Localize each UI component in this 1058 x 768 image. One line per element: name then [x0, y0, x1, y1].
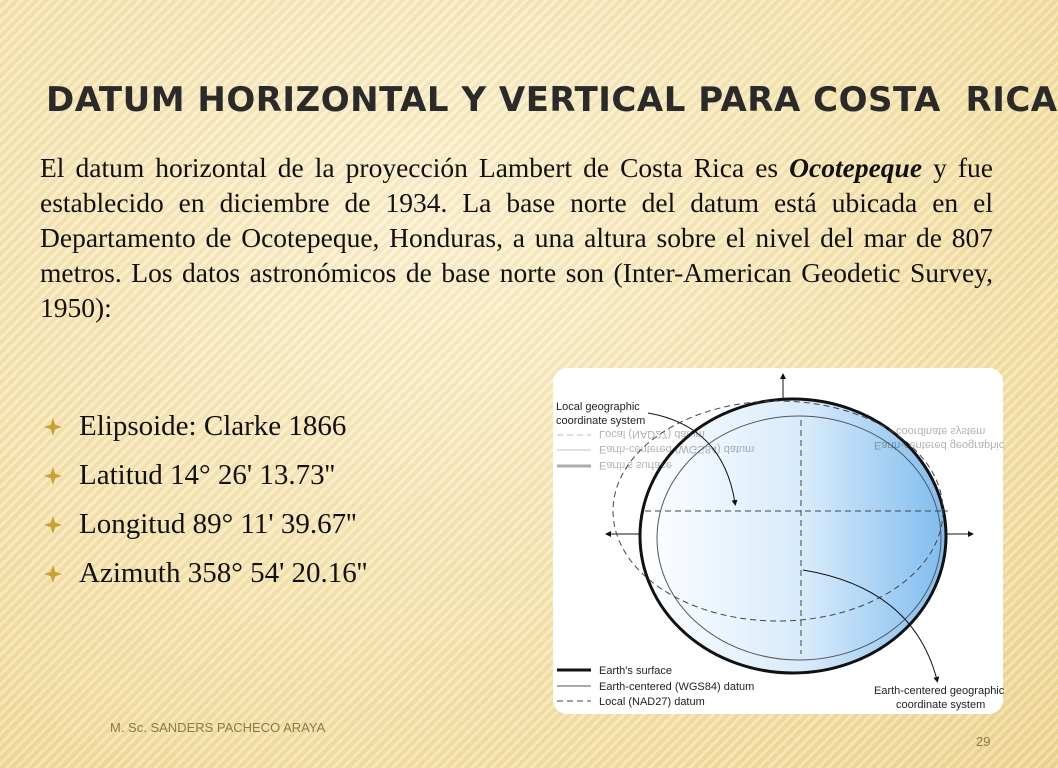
slide-title: DATUM HORIZONTAL Y VERTICAL PARA COSTA RICA: [46, 80, 1058, 120]
earth-system-label-line2: coordinate system: [896, 699, 986, 711]
diamond-bullet-icon: [43, 417, 63, 437]
list-item: [40, 549, 367, 598]
body-paragraph: [40, 150, 993, 325]
datum-parameters-list: [40, 402, 367, 598]
page-number: 29: [976, 734, 991, 749]
earth-system-label-line1: Earth-centered geographic: [874, 685, 1005, 697]
list-item-text: Azimuth 358° 54' 20.16'': [79, 557, 368, 589]
reflection-earth-label-1: Earth-centered geographic: [874, 439, 1005, 451]
legend-nad27-label: Local (NAD27) datum: [599, 696, 705, 708]
legend-surface-label: Earth's surface: [599, 665, 673, 677]
reflection-legend-wgs84: Earth-centered (WGS84) datum: [599, 443, 755, 455]
local-system-label-line1: Local geographic: [556, 401, 640, 413]
diamond-bullet-icon: [43, 466, 63, 486]
reflection-legend-surface: Earth's surface: [599, 459, 673, 471]
reflection-legend-nad27: Local (NAD27) datum: [599, 428, 705, 440]
list-item: [40, 500, 367, 549]
list-item: [40, 451, 367, 500]
reflection-earth-label-2: coordinate system: [896, 425, 986, 437]
diagram-reflection: [553, 425, 1005, 768]
list-item-text: Latitud 14° 26' 13.73'': [79, 459, 336, 491]
paragraph-end: y fue establecido en diciembre de 1934. La base norte del datum está ubicada en el Departamento de Ocotepeque, Honduras, a una altura sobre el nivel del mar de 807 metros. Los datos astronómicos de base norte son (Inter-American Geodetic Survey, 1950):: [40, 152, 993, 323]
paragraph-emphasis: Ocotepeque: [789, 152, 923, 183]
list-item: [40, 402, 367, 451]
paragraph-start: El datum horizontal de la proyección Lambert de Costa Rica es: [40, 152, 790, 183]
diamond-bullet-icon: [43, 564, 63, 584]
list-item-text: Elipsoide: Clarke 1866: [79, 410, 347, 442]
footer-author: M. Sc. SANDERS PACHECO ARAYA: [110, 720, 326, 735]
local-system-label-line2: coordinate system: [556, 415, 646, 427]
reflection-svg: [553, 422, 1003, 768]
diamond-bullet-icon: [43, 515, 63, 535]
list-item-text: Longitud 89° 11' 39.67'': [79, 508, 357, 540]
legend-wgs84-label: Earth-centered (WGS84) datum: [599, 681, 755, 693]
